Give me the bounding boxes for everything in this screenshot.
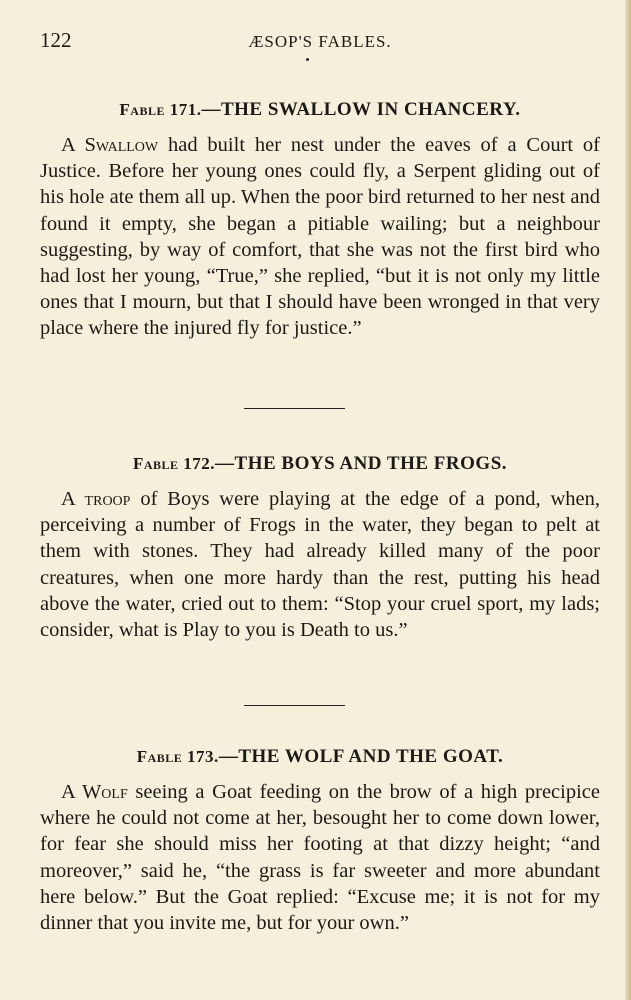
page-edge: [625, 0, 631, 1000]
fable-title: [40, 453, 600, 475]
fable-opener: A Wolf: [61, 781, 128, 803]
fable-opener: A Swallow: [61, 134, 159, 156]
running-title: ÆSOP'S FABLES.: [248, 32, 392, 51]
fable-name: THE SWALLOW IN CHANCERY.: [220, 99, 521, 120]
fable-text: of Boys were playing at the edge of a pond, when, perceiving a number of Frogs in the water, they began to pelt at them with stones. They had already killed many of the poor creatures, when one more hardy than the rest, putting his head above the water, cried out to them: “Stop your cruel sport, my lads; consider, what is Play to you is Death to us.”: [40, 488, 600, 642]
page-header: [40, 28, 600, 58]
fable-name: THE WOLF AND THE GOAT.: [238, 746, 504, 767]
ink-dot: [306, 58, 309, 61]
fable-body: [40, 132, 600, 342]
fable-text: seeing a Goat feeding on the brow of a high precipice where he could not come at her, besought her to come down lower, for fear she should miss her footing at that dizzy height; “and moreover,” said he, “the grass is far sweeter and more abundant here below.” But the Goat replied: “Excuse me; it is not for my dinner that you invite me, but for your own.”: [40, 781, 600, 935]
fable-173: [40, 746, 600, 936]
fable-171: [40, 99, 600, 342]
fable-name: THE BOYS AND THE FROGS.: [234, 453, 508, 474]
page-number: 122: [40, 28, 72, 52]
title-dash: —: [215, 453, 235, 474]
section-rule: [244, 705, 345, 706]
fable-body: [40, 779, 600, 936]
fable-opener: A troop: [61, 488, 131, 510]
fable-172: [40, 453, 600, 643]
fable-title: [40, 746, 600, 768]
fable-label: Fable 172.: [132, 454, 216, 473]
fable-label: Fable 171.: [119, 100, 202, 119]
title-dash: —: [218, 746, 239, 767]
fable-label: Fable 173.: [136, 747, 219, 766]
fable-title: [40, 99, 600, 121]
section-rule: [244, 408, 345, 409]
title-dash: —: [201, 99, 221, 120]
fable-text: had built her nest under the eaves of a Court of Justice. Before her young ones could fly, a Serpent gliding out of his hole ate them all up. When the poor bird returned to her nest and found it empty, she began a pitiable wailing; but a neighbour suggesting, by way of comfort, that she was not the first bird who had lost her young, “True,” she replied, “but it is not only my little ones that I mourn, but that I should have been wronged in that very place where the injured fly for justice.”: [40, 134, 601, 340]
fable-body: [40, 486, 600, 643]
